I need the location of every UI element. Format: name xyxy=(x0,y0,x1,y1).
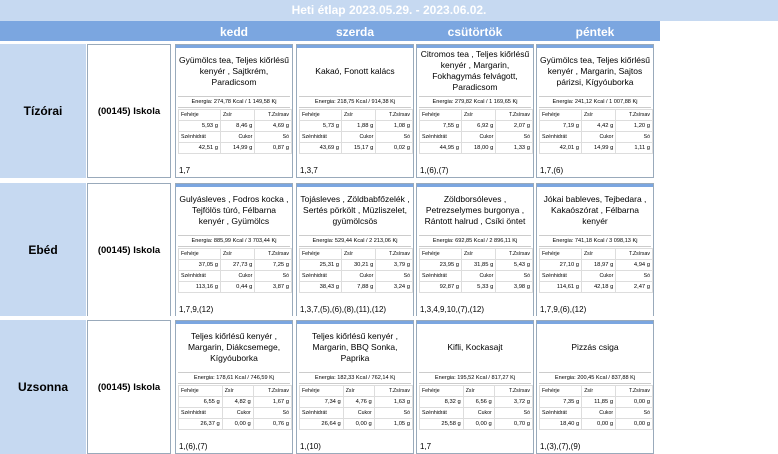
fat-label: Zsír xyxy=(342,110,376,121)
nutrition-table xyxy=(299,248,413,293)
allergen-codes: 1,(6),(7) xyxy=(420,166,449,175)
salt-value: 3,24 g xyxy=(376,282,413,293)
protein-value: 7,19 g xyxy=(540,121,582,132)
sugar-label: Cukor xyxy=(462,132,496,143)
menu-items: Gyümölcs tea, Teljes kiőrlésű kenyér , Margarin, Sajtos párizsi, Kígyóuborka xyxy=(540,54,650,87)
sugar-label: Cukor xyxy=(582,271,616,282)
carb-value: 25,58 g xyxy=(420,419,464,430)
menu-items: Tojásleves , Zöldbabfőzelék , Sertés pörkölt , Müzliszelet, gyümölcsös xyxy=(300,193,410,226)
sugar-value: 14,99 g xyxy=(582,143,616,154)
cell-accent-bar xyxy=(417,184,533,187)
carb-value: 114,61 g xyxy=(540,282,582,293)
protein-value: 5,73 g xyxy=(300,121,342,132)
meal-label: Ebéd xyxy=(0,183,86,317)
carb-label: Szénhidrát xyxy=(540,408,582,419)
sat-fat-value: 7,25 g xyxy=(255,260,292,271)
fat-label: Zsír xyxy=(582,110,616,121)
sat-fat-label: T.Zsírsav xyxy=(376,249,413,260)
nutrition-table xyxy=(178,385,292,430)
carb-label: Szénhidrát xyxy=(300,408,344,419)
protein-label: Fehérje xyxy=(420,110,462,121)
cell-accent-bar xyxy=(537,45,653,48)
carb-value: 43,69 g xyxy=(300,143,342,154)
meal-label: Tízórai xyxy=(0,44,86,178)
carb-value: 44,95 g xyxy=(420,143,462,154)
salt-value: 2,47 g xyxy=(616,282,653,293)
menu-cell xyxy=(175,320,293,454)
fat-label: Zsír xyxy=(582,249,616,260)
salt-value: 1,11 g xyxy=(616,143,653,154)
sat-fat-label: T.Zsírsav xyxy=(255,249,292,260)
energy-value: Energia: 885,99 Kcal / 3 703,44 Kj xyxy=(178,235,290,247)
fat-label: Zsír xyxy=(222,386,253,397)
cell-accent-bar xyxy=(176,184,292,187)
sat-fat-value: 1,63 g xyxy=(374,397,412,408)
cell-accent-bar xyxy=(417,45,533,48)
energy-value: Energia: 200,45 Kcal / 837,88 Kj xyxy=(539,372,651,384)
protein-value: 6,55 g xyxy=(179,397,223,408)
salt-value: 3,98 g xyxy=(496,282,533,293)
fat-label: Zsír xyxy=(582,386,616,397)
allergen-codes: 1,7 xyxy=(179,166,191,175)
menu-cell xyxy=(175,183,293,317)
school-label: (00145) Iskola xyxy=(87,183,171,317)
sugar-label: Cukor xyxy=(222,408,253,419)
protein-label: Fehérje xyxy=(300,386,344,397)
protein-value: 27,10 g xyxy=(540,260,582,271)
fat-label: Zsír xyxy=(342,249,376,260)
salt-label: Só xyxy=(376,132,413,143)
carb-value: 18,40 g xyxy=(540,419,582,430)
energy-value: Energia: 195,52 Kcal / 817,27 Kj xyxy=(419,372,531,384)
sugar-label: Cukor xyxy=(462,271,496,282)
school-label: (00145) Iskola xyxy=(87,320,171,454)
salt-value: 1,05 g xyxy=(374,419,412,430)
sat-fat-value: 2,07 g xyxy=(496,121,533,132)
fat-value: 4,76 g xyxy=(343,397,374,408)
fat-value: 4,42 g xyxy=(582,121,616,132)
cell-accent-bar xyxy=(537,184,653,187)
salt-value: 0,70 g xyxy=(494,419,532,430)
sugar-value: 7,88 g xyxy=(342,282,376,293)
protein-value: 8,32 g xyxy=(420,397,464,408)
nutrition-table xyxy=(539,109,653,154)
cell-accent-bar xyxy=(297,45,413,48)
carb-label: Szénhidrát xyxy=(540,132,582,143)
salt-label: Só xyxy=(616,132,653,143)
sat-fat-value: 3,72 g xyxy=(494,397,532,408)
sat-fat-label: T.Zsírsav xyxy=(253,386,291,397)
carb-label: Szénhidrát xyxy=(420,132,462,143)
menu-cell xyxy=(296,320,414,454)
carb-label: Szénhidrát xyxy=(300,271,342,282)
cell-accent-bar xyxy=(417,321,533,324)
sugar-value: 0,00 g xyxy=(582,419,616,430)
protein-label: Fehérje xyxy=(300,249,342,260)
sat-fat-label: T.Zsírsav xyxy=(616,110,653,121)
allergen-codes: 1,3,4,9,10,(7),(12) xyxy=(420,305,485,314)
cell-accent-bar xyxy=(297,184,413,187)
fat-label: Zsír xyxy=(462,110,496,121)
allergen-codes: 1,3,7,(5),(6),(8),(11),(12) xyxy=(300,305,387,314)
fat-label: Zsír xyxy=(343,386,374,397)
school-label: (00145) Iskola xyxy=(87,44,171,178)
sugar-value: 5,33 g xyxy=(462,282,496,293)
menu-items: Teljes kiőrlésű kenyér , Margarin, BBQ Sonka, Paprika xyxy=(312,330,398,363)
energy-value: Energia: 529,44 Kcal / 2 213,06 Kj xyxy=(299,235,411,247)
salt-label: Só xyxy=(496,271,533,282)
salt-value: 1,33 g xyxy=(496,143,533,154)
fat-value: 4,82 g xyxy=(222,397,253,408)
cell-accent-bar xyxy=(176,45,292,48)
salt-label: Só xyxy=(496,132,533,143)
sugar-label: Cukor xyxy=(221,271,255,282)
menu-items: Zöldborsóleves , Petrezselymes burgonya , Rántott halrud , Csíki öntet xyxy=(424,193,526,226)
row-divider xyxy=(0,316,660,320)
sat-fat-label: T.Zsírsav xyxy=(376,110,413,121)
menu-cell xyxy=(416,44,534,178)
protein-label: Fehérje xyxy=(540,110,582,121)
energy-value: Energia: 182,33 Kcal / 762,14 Kj xyxy=(299,372,411,384)
salt-label: Só xyxy=(253,408,291,419)
protein-label: Fehérje xyxy=(300,110,342,121)
salt-label: Só xyxy=(376,271,413,282)
fat-value: 6,92 g xyxy=(462,121,496,132)
carb-value: 113,16 g xyxy=(179,282,221,293)
sugar-label: Cukor xyxy=(343,408,374,419)
allergen-codes: 1,(3),(7),(9) xyxy=(540,442,581,451)
protein-value: 25,31 g xyxy=(300,260,342,271)
allergen-codes: 1,(10) xyxy=(300,442,321,451)
fat-value: 11,85 g xyxy=(582,397,616,408)
fat-value: 6,56 g xyxy=(463,397,494,408)
menu-cell xyxy=(416,183,534,317)
fat-value: 8,46 g xyxy=(221,121,255,132)
nutrition-table xyxy=(178,109,292,154)
fat-value: 31,85 g xyxy=(462,260,496,271)
sat-fat-value: 5,43 g xyxy=(496,260,533,271)
meal-label: Uzsonna xyxy=(0,320,86,454)
nutrition-table xyxy=(299,109,413,154)
carb-value: 26,37 g xyxy=(179,419,223,430)
day-header-pentek: péntek xyxy=(575,25,615,39)
menu-cell xyxy=(536,183,654,317)
sugar-label: Cukor xyxy=(582,132,616,143)
salt-label: Só xyxy=(494,408,532,419)
sat-fat-value: 4,69 g xyxy=(255,121,292,132)
menu-items: Pizzás csiga xyxy=(571,341,619,352)
carb-label: Szénhidrát xyxy=(179,132,221,143)
sat-fat-label: T.Zsírsav xyxy=(496,249,533,260)
salt-value: 0,02 g xyxy=(376,143,413,154)
salt-label: Só xyxy=(374,408,412,419)
carb-label: Szénhidrát xyxy=(420,408,464,419)
energy-value: Energia: 218,75 Kcal / 914,38 Kj xyxy=(299,96,411,108)
sugar-label: Cukor xyxy=(342,132,376,143)
carb-value: 42,51 g xyxy=(179,143,221,154)
menu-items: Gulyásleves , Fodros kocka , Tejfölös túró, Félbarna kenyér , Gyümölcs xyxy=(179,193,289,226)
cell-accent-bar xyxy=(297,321,413,324)
protein-label: Fehérje xyxy=(540,386,582,397)
protein-label: Fehérje xyxy=(420,386,464,397)
sugar-label: Cukor xyxy=(463,408,494,419)
sat-fat-value: 0,00 g xyxy=(616,397,653,408)
salt-value: 0,87 g xyxy=(255,143,292,154)
protein-label: Fehérje xyxy=(179,386,223,397)
fat-value: 1,88 g xyxy=(342,121,376,132)
sat-fat-label: T.Zsírsav xyxy=(255,110,292,121)
fat-value: 30,21 g xyxy=(342,260,376,271)
menu-items: Gyümölcs tea, Teljes kiőrlésű kenyér , Sajtkrém, Paradicsom xyxy=(179,54,289,87)
nutrition-table xyxy=(419,248,533,293)
sugar-value: 0,00 g xyxy=(463,419,494,430)
protein-value: 7,34 g xyxy=(300,397,344,408)
salt-label: Só xyxy=(616,271,653,282)
sugar-value: 0,44 g xyxy=(221,282,255,293)
allergen-codes: 1,7,9,(6),(12) xyxy=(540,305,587,314)
nutrition-table xyxy=(539,385,653,430)
protein-value: 7,35 g xyxy=(540,397,582,408)
cell-accent-bar xyxy=(537,321,653,324)
carb-label: Szénhidrát xyxy=(540,271,582,282)
sugar-label: Cukor xyxy=(221,132,255,143)
sat-fat-label: T.Zsírsav xyxy=(494,386,532,397)
carb-value: 38,43 g xyxy=(300,282,342,293)
allergen-codes: 1,3,7 xyxy=(300,166,318,175)
protein-value: 23,95 g xyxy=(420,260,462,271)
sugar-label: Cukor xyxy=(582,408,616,419)
menu-cell xyxy=(175,44,293,178)
protein-label: Fehérje xyxy=(179,249,221,260)
protein-value: 5,93 g xyxy=(179,121,221,132)
menu-items: Citromos tea , Teljes kiőrlésű kenyér , Margarin, Fokhagymás felvágott, Paradicsom xyxy=(420,49,530,92)
sat-fat-value: 1,20 g xyxy=(616,121,653,132)
salt-label: Só xyxy=(255,271,292,282)
carb-label: Szénhidrát xyxy=(420,271,462,282)
sat-fat-value: 1,08 g xyxy=(376,121,413,132)
salt-value: 3,87 g xyxy=(255,282,292,293)
sat-fat-value: 4,94 g xyxy=(616,260,653,271)
protein-value: 7,55 g xyxy=(420,121,462,132)
nutrition-table xyxy=(299,385,413,430)
sugar-value: 15,17 g xyxy=(342,143,376,154)
menu-items: Jókai bableves, Tejbedara , Kakaószórat , Félbarna kenyér xyxy=(543,193,647,226)
protein-value: 37,05 g xyxy=(179,260,221,271)
carb-label: Szénhidrát xyxy=(179,408,223,419)
protein-label: Fehérje xyxy=(420,249,462,260)
sat-fat-value: 1,67 g xyxy=(253,397,291,408)
header-corner xyxy=(0,21,86,41)
fat-label: Zsír xyxy=(221,249,255,260)
nutrition-table xyxy=(419,385,533,430)
carb-value: 42,01 g xyxy=(540,143,582,154)
sat-fat-label: T.Zsírsav xyxy=(616,386,653,397)
menu-items: Teljes kiőrlésű kenyér , Margarin, Diákcsemege, Kígyóuborka xyxy=(187,330,281,363)
salt-label: Só xyxy=(616,408,653,419)
nutrition-table xyxy=(539,248,653,293)
page-title: Heti étlap 2023.05.29. - 2023.06.02. xyxy=(0,0,778,21)
sugar-value: 18,00 g xyxy=(462,143,496,154)
menu-cell xyxy=(536,44,654,178)
energy-value: Energia: 741,18 Kcal / 3 098,13 Kj xyxy=(539,235,651,247)
day-header-szerda: szerda xyxy=(335,25,375,39)
menu-cell xyxy=(296,44,414,178)
salt-value: 0,76 g xyxy=(253,419,291,430)
fat-value: 18,97 g xyxy=(582,260,616,271)
salt-value: 0,00 g xyxy=(616,419,653,430)
carb-label: Szénhidrát xyxy=(179,271,221,282)
sat-fat-label: T.Zsírsav xyxy=(496,110,533,121)
day-header-kedd: kedd xyxy=(219,25,248,39)
sat-fat-label: T.Zsírsav xyxy=(616,249,653,260)
cell-accent-bar xyxy=(176,321,292,324)
day-header-csutortok: csütörtök xyxy=(447,25,503,39)
sugar-value: 42,18 g xyxy=(582,282,616,293)
sugar-value: 0,00 g xyxy=(343,419,374,430)
allergen-codes: 1,(6),(7) xyxy=(179,442,208,451)
allergen-codes: 1,7 xyxy=(420,442,432,451)
sugar-value: 14,99 g xyxy=(221,143,255,154)
allergen-codes: 1,7,(6) xyxy=(540,166,564,175)
sugar-value: 0,00 g xyxy=(222,419,253,430)
row-divider xyxy=(0,179,660,183)
energy-value: Energia: 692,85 Kcal / 2 896,11 Kj xyxy=(419,235,531,247)
nutrition-table xyxy=(419,109,533,154)
sugar-label: Cukor xyxy=(342,271,376,282)
menu-cell xyxy=(296,183,414,317)
fat-label: Zsír xyxy=(462,249,496,260)
menu-items: Kifli, Kockasajt xyxy=(447,341,503,352)
energy-value: Energia: 274,78 Kcal / 1 149,58 Kj xyxy=(178,96,290,108)
carb-label: Szénhidrát xyxy=(300,132,342,143)
protein-label: Fehérje xyxy=(179,110,221,121)
salt-label: Só xyxy=(255,132,292,143)
fat-label: Zsír xyxy=(463,386,494,397)
menu-items: Kakaó, Fonott kalács xyxy=(315,65,395,76)
nutrition-table xyxy=(178,248,292,293)
energy-value: Energia: 279,82 Kcal / 1 169,65 Kj xyxy=(419,96,531,108)
menu-cell xyxy=(536,320,654,454)
sat-fat-label: T.Zsírsav xyxy=(374,386,412,397)
allergen-codes: 1,7,9,(12) xyxy=(179,305,214,314)
energy-value: Energia: 178,61 Kcal / 746,59 Kj xyxy=(178,372,290,384)
fat-value: 27,73 g xyxy=(221,260,255,271)
protein-label: Fehérje xyxy=(540,249,582,260)
menu-cell xyxy=(416,320,534,454)
sat-fat-value: 3,79 g xyxy=(376,260,413,271)
carb-value: 26,64 g xyxy=(300,419,344,430)
energy-value: Energia: 241,12 Kcal / 1 007,88 Kj xyxy=(539,96,651,108)
carb-value: 92,87 g xyxy=(420,282,462,293)
fat-label: Zsír xyxy=(221,110,255,121)
